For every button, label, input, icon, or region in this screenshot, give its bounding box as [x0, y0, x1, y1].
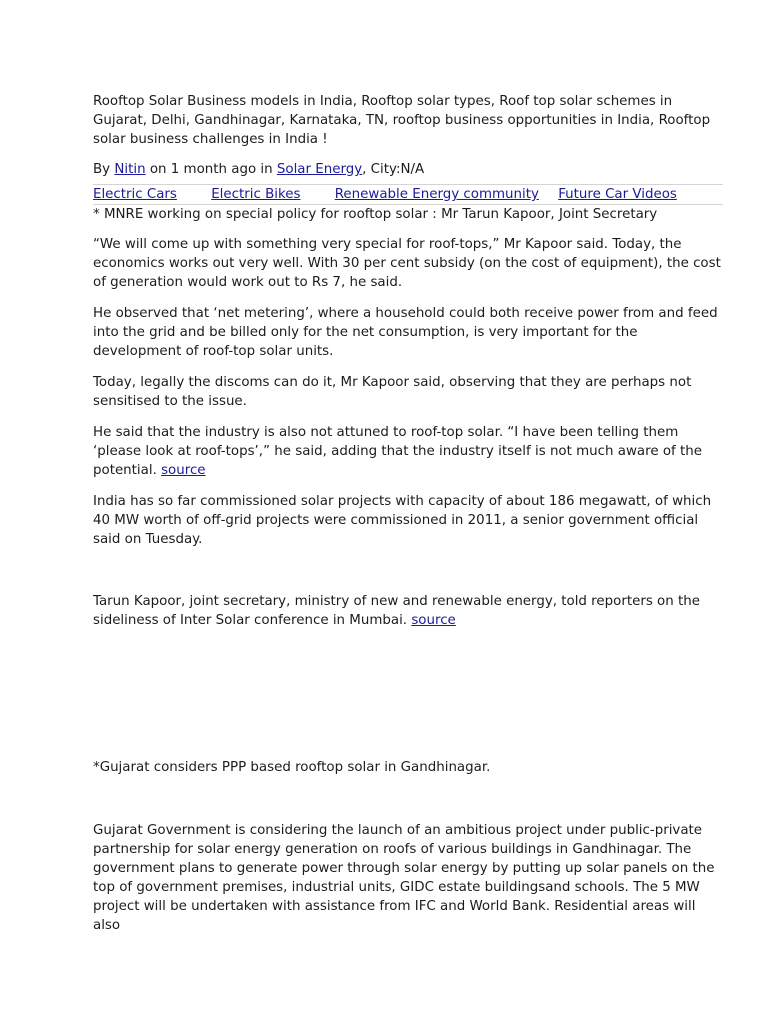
- byline-city: , City:N/A: [362, 162, 425, 177]
- related-links-bar: [93, 184, 723, 205]
- author-link[interactable]: Nitin: [114, 162, 146, 177]
- nav-link-future-car-videos[interactable]: Future Car Videos: [558, 187, 677, 202]
- paragraph-4: [93, 423, 723, 480]
- paragraph-5: India has so far commissioned solar projects with capacity of about 186 megawatt, of which 40 MW worth of off-grid projects were commissioned in 2011, a senior government official said on Tuesday.: [93, 494, 712, 547]
- byline-time: on 1 month ago in: [145, 162, 277, 177]
- paragraph-1: “We will come up with something very special for roof-tops,” Mr Kapoor said. Today, the economics works out very well. With 30 per cent subsidy (on the cost of equipment), the cost of generation would work out to Rs 7, he said.: [93, 237, 721, 290]
- article-body: [93, 92, 723, 935]
- article-title: Rooftop Solar Business models in India, Rooftop solar types, Roof top solar schemes in Gujarat, Delhi, Gandhinagar, Karnataka, TN, rooftop business opportunities in India, Rooftop solar business challenges in India !: [93, 94, 711, 147]
- paragraph-2: He observed that ‘net metering’, where a household could both receive power from and feed into the grid and be billed only for the net consumption, is very important for the development of roof-top solar units.: [93, 306, 718, 359]
- byline: [93, 160, 723, 179]
- paragraph-6: [93, 592, 723, 630]
- paragraph-4-text: He said that the industry is also not attuned to roof-top solar. “I have been telling them ‘please look at roof-tops’,” he said, adding that the industry itself is not much aware of the potential.: [93, 425, 702, 478]
- nav-link-renewable-energy-community[interactable]: Renewable Energy community: [334, 187, 539, 202]
- section-heading-gujarat: *Gujarat considers PPP based rooftop solar in Gandhinagar.: [93, 760, 491, 775]
- category-link[interactable]: Solar Energy: [276, 162, 363, 177]
- section-heading-mnre: * MNRE working on special policy for rooftop solar : Mr Tarun Kapoor, Joint Secretary: [93, 207, 658, 222]
- paragraph-7: Gujarat Government is considering the launch of an ambitious project under public-private partnership for solar energy generation on roofs of various buildings in Gandhinagar. The government plans to generate power through solar energy by putting up solar panels on the top of government premises, industrial units, GIDC estate buildingsand schools. The 5 MW project will be undertaken with assistance from IFC and World Bank. Residential areas will also: [93, 823, 715, 933]
- paragraph-6-text: Tarun Kapoor, joint secretary, ministry of new and renewable energy, told reporters on the sideliness of Inter Solar conference in Mumbai.: [93, 594, 700, 628]
- spacer: [93, 549, 723, 592]
- source-link-1[interactable]: source: [161, 463, 206, 478]
- source-link-2[interactable]: source: [411, 613, 456, 628]
- spacer: [93, 777, 723, 821]
- nav-link-electric-bikes[interactable]: Electric Bikes: [211, 187, 301, 202]
- byline-by: By: [93, 162, 115, 177]
- nav-link-electric-cars[interactable]: Electric Cars: [93, 187, 177, 202]
- spacer: [93, 630, 723, 758]
- paragraph-3: Today, legally the discoms can do it, Mr Kapoor said, observing that they are perhaps not sensitised to the issue.: [93, 375, 692, 409]
